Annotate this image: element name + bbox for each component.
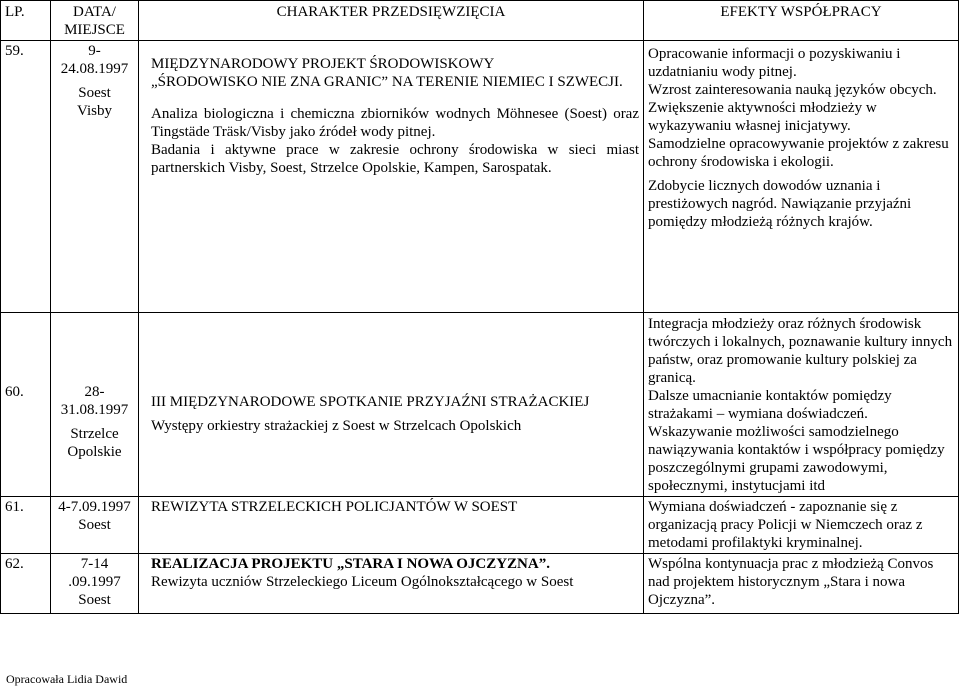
project-title: III MIĘDZYNARODOWE SPOTKANIE PRZYJAŹNI STRAŻACKIEJ xyxy=(151,394,590,410)
project-description: Rewizyta uczniów Strzeleckiego Liceum Ogólnokształcącego w Soest xyxy=(151,574,574,590)
row-effects xyxy=(644,554,959,614)
table-row xyxy=(1,497,959,554)
row-place: Soest xyxy=(78,517,111,533)
row-character xyxy=(139,497,644,554)
row-date-place xyxy=(51,313,139,497)
effect-text: Integracja młodzieży oraz różnych środowisk twórczych i lokalnych, poznawanie kultury innych państw, oraz promowanie kultury polskiej za granicą. xyxy=(648,316,953,386)
row-character xyxy=(139,41,644,313)
effect-text: Wymiana doświadczeń - zapoznanie się z organizacją pracy Policji w Niemczech oraz z metodami profilaktyki kryminalnej. xyxy=(648,499,923,551)
footer-author: Opracowała Lidia Dawid xyxy=(6,672,128,686)
row-date: 4-7.09.1997 xyxy=(58,499,131,515)
header-effects: EFEKTY WSPÓŁPRACY xyxy=(644,1,959,41)
row-place: Strzelce Opolskie xyxy=(67,426,122,460)
table-row xyxy=(1,41,959,313)
project-description: Analiza biologiczna i chemiczna zbiorników wodnych Möhnesee (Soest) oraz Tingstäde Träsk/Visby jako źródeł wody pitnej. xyxy=(151,106,639,140)
effect-text: Samodzielne opracowywanie projektów z zakresu ochrony środowiska i ekologii. xyxy=(648,136,949,170)
row-place: Soest xyxy=(78,592,111,608)
row-date-place xyxy=(51,497,139,554)
header-date-place: DATA/ MIEJSCE xyxy=(51,1,139,41)
row-date: 7-14 .09.1997 xyxy=(68,556,121,590)
project-description: Występy orkiestry strażackiej z Soest w Strzelcach Opolskich xyxy=(151,418,522,434)
row-character xyxy=(139,554,644,614)
project-title: REWIZYTA STRZELECKICH POLICJANTÓW W SOEST xyxy=(151,499,518,515)
project-description: Badania i aktywne prace w zakresie ochrony środowiska w sieci miast partnerskich Visby, Soest, Strzelce Opolskie, Kampen, Sarospatak. xyxy=(151,142,639,176)
header-lp: LP. xyxy=(1,1,51,41)
effect-text: Opracowanie informacji o pozyskiwaniu i uzdatnianiu wody pitnej. xyxy=(648,46,901,80)
row-character xyxy=(139,313,644,497)
table-header-row xyxy=(1,1,959,41)
project-title: MIĘDZYNARODOWY PROJEKT ŚRODOWISKOWY „ŚRODOWISKO NIE ZNA GRANIC” NA TERENIE NIEMIEC I SZWECJI. xyxy=(151,56,623,90)
effect-text: Wspólna kontynuacja prac z młodzieżą Convos nad projektem historycznym „Stara i nowa Ojczyzna”. xyxy=(648,556,934,608)
header-character: CHARAKTER PRZEDSIĘWZIĘCIA xyxy=(139,1,644,41)
row-date: 9- 24.08.1997 xyxy=(60,43,129,77)
effect-text: Wzrost zainteresowania nauką języków obcych. Zwiększenie aktywności młodzieży w wykazywaniu własnej inicjatywy. xyxy=(648,82,937,134)
row-number: 59. xyxy=(1,41,51,313)
row-effects xyxy=(644,497,959,554)
project-title: REALIZACJA PROJEKTU „STARA I NOWA OJCZYZNA”. xyxy=(151,556,550,572)
effect-text: Wskazywanie możliwości samodzielnego nawiązywania kontaktów i współpracy pomiędzy poszczególnymi grupami zawodowymi, społecznymi, instytucjami itd xyxy=(648,424,945,494)
table-row xyxy=(1,313,959,497)
row-date: 28- 31.08.1997 xyxy=(60,384,129,418)
effect-text: Zdobycie licznych dowodów uznania i prestiżowych nagród. Nawiązanie przyjaźni pomiędzy młodzieżą różnych krajów. xyxy=(648,178,912,230)
row-place: Soest Visby xyxy=(77,85,112,119)
table-row xyxy=(1,554,959,614)
row-date-place xyxy=(51,554,139,614)
row-number: 60. xyxy=(1,313,51,497)
row-date-place xyxy=(51,41,139,313)
row-effects xyxy=(644,313,959,497)
row-number: 61. xyxy=(1,497,51,554)
effect-text: Dalsze umacnianie kontaktów pomiędzy strażakami – wymiana doświadczeń. xyxy=(648,388,892,422)
row-number: 62. xyxy=(1,554,51,614)
row-effects xyxy=(644,41,959,313)
